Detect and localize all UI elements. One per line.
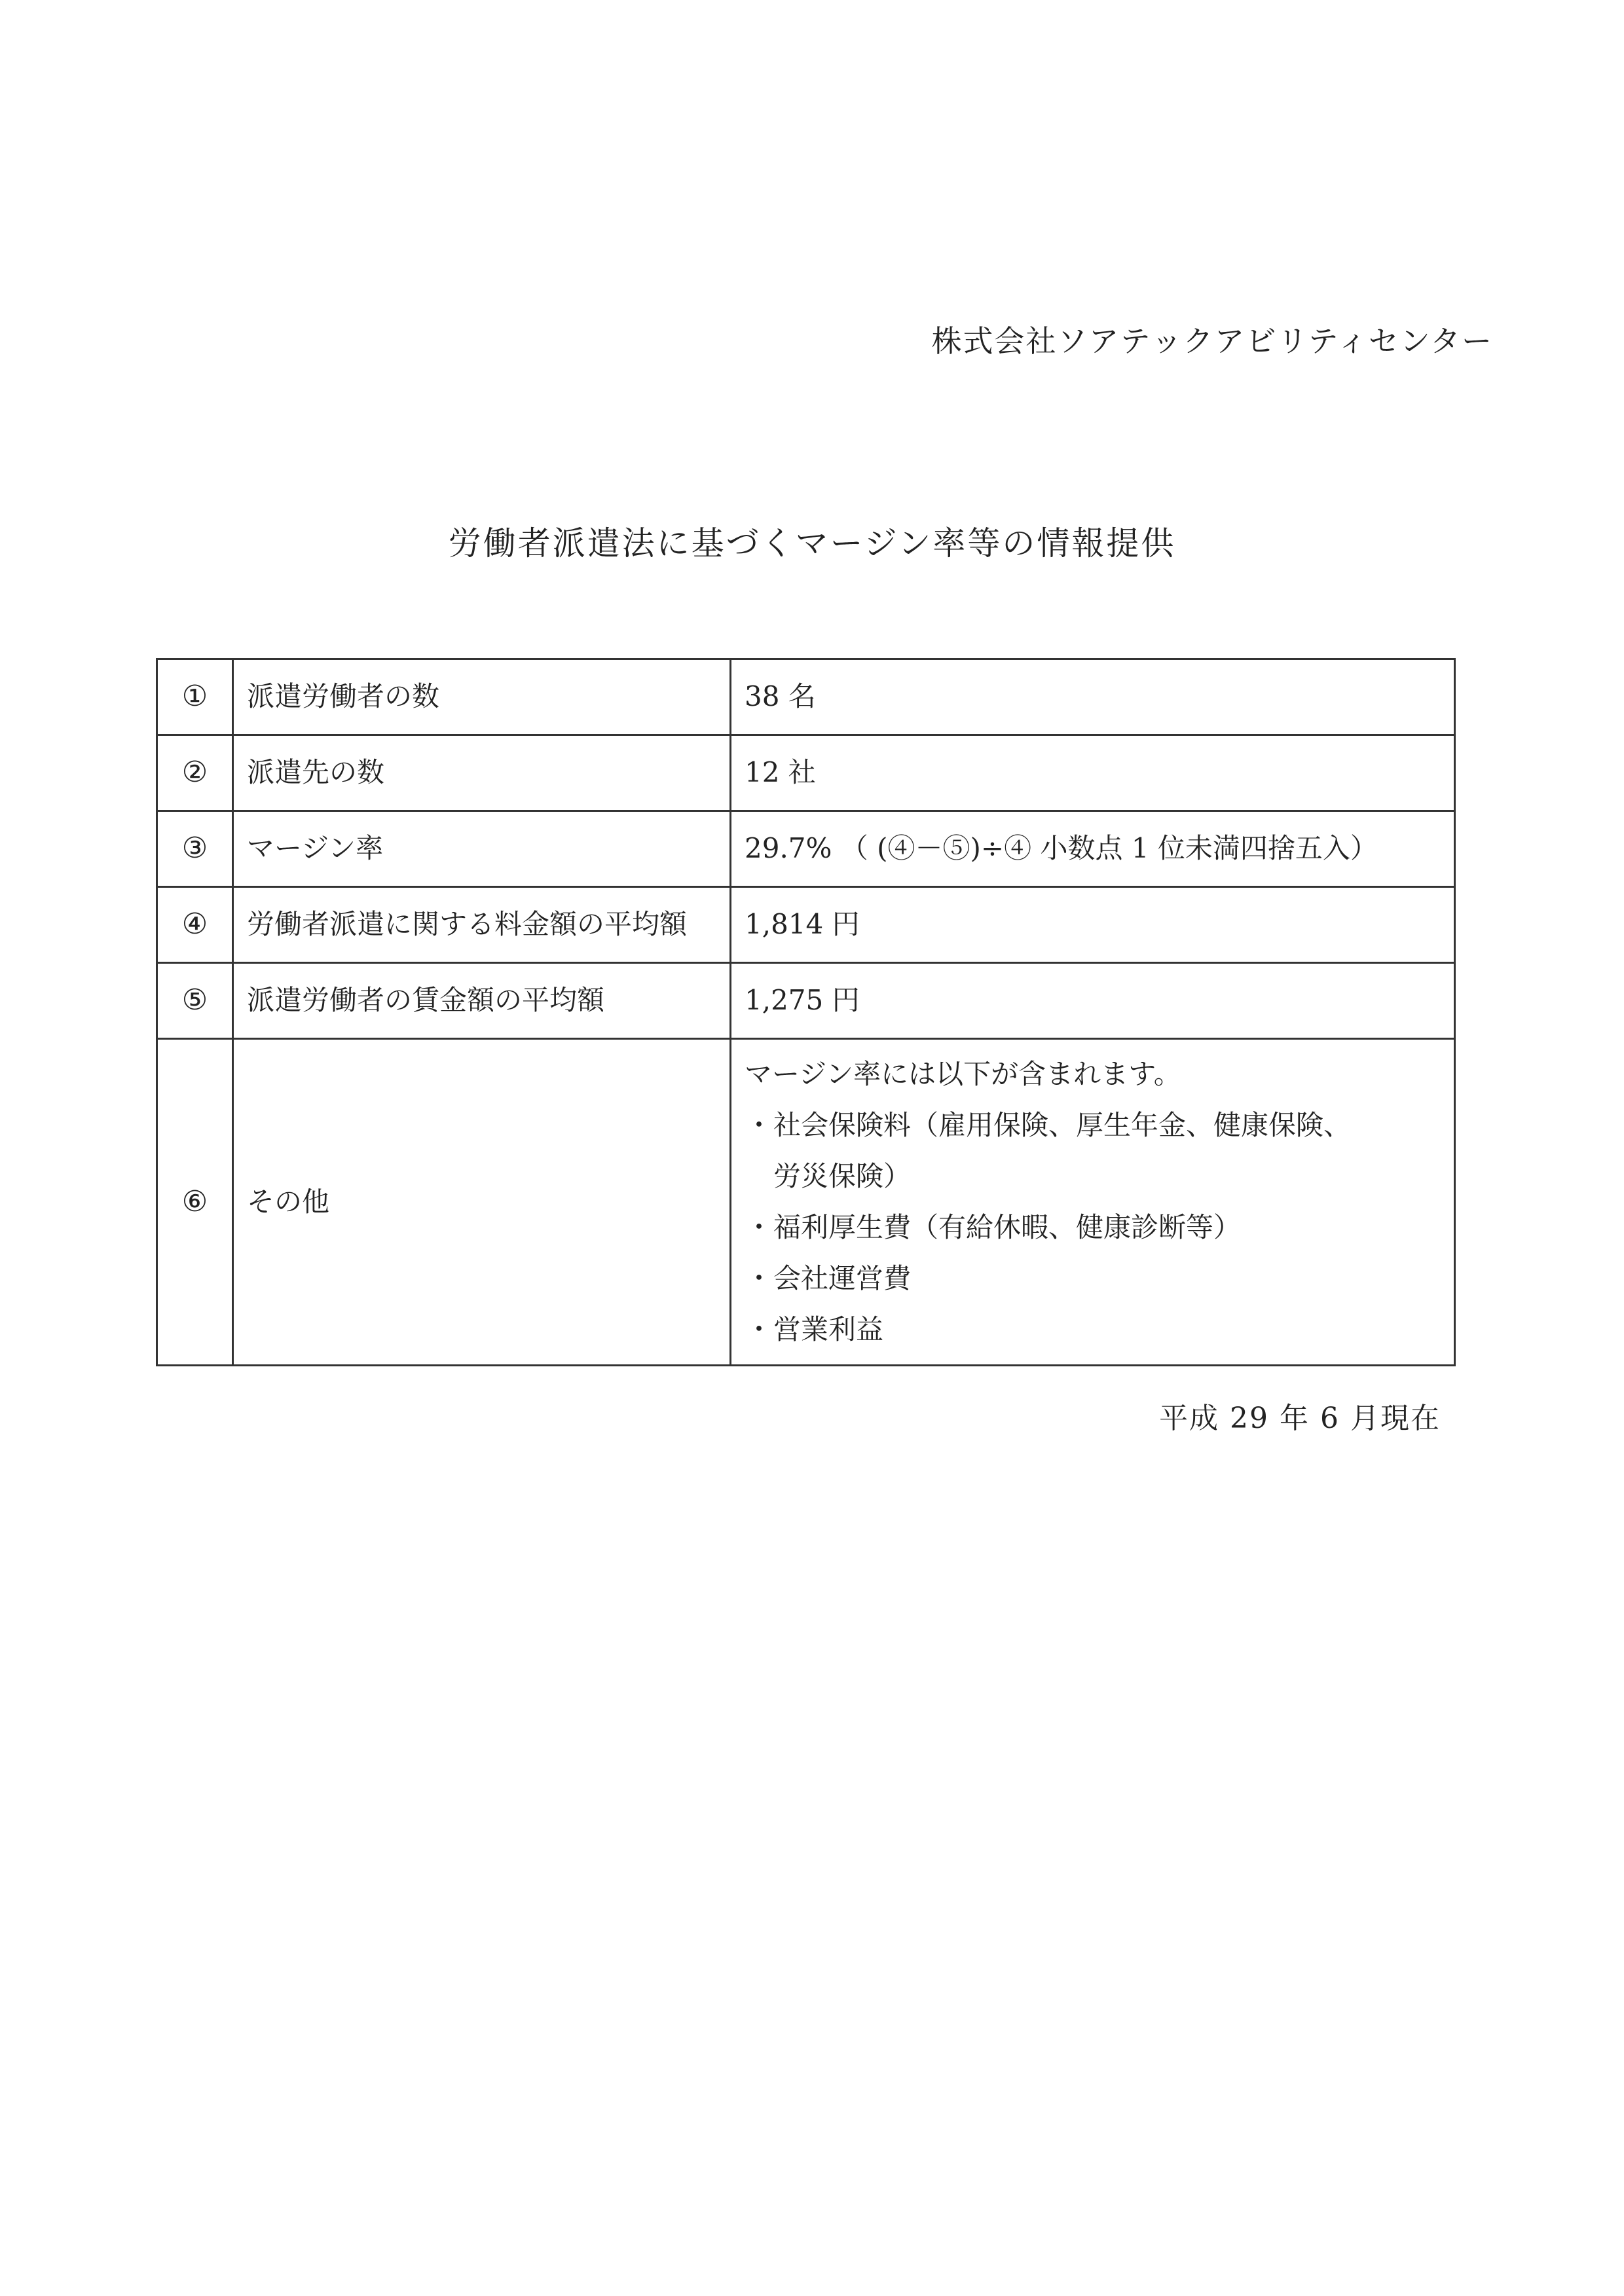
list-item: 労災保険） (773, 1160, 912, 1192)
bullet-icon: ・ (745, 1313, 773, 1345)
row-number: ③ (157, 811, 233, 887)
table-row-average-wage (157, 963, 1455, 1039)
row-label: 派遣先の数 (233, 735, 731, 811)
list-item: ・営業利益 (745, 1304, 1441, 1355)
table-row-dispatched-workers (157, 659, 1455, 735)
row-number: ⑥ (157, 1039, 233, 1366)
other-items-list (745, 1040, 1441, 1364)
row-value: 29.7% （ (④－⑤)÷④ 小数点 1 位未満四捨五入） (731, 811, 1455, 887)
row-value-other (731, 1039, 1455, 1366)
bullet-icon: ・ (745, 1109, 773, 1141)
list-item: ・社会保険料（雇用保険、厚生年金、健康保険、 (745, 1100, 1441, 1151)
row-label: マージン率 (233, 811, 731, 887)
list-item: ・福利厚生費（有給休暇、健康診断等） (745, 1202, 1441, 1253)
row-label: 労働者派遣に関する料金額の平均額 (233, 887, 731, 963)
row-label: 派遣労働者の数 (233, 659, 731, 735)
table-row-average-fee (157, 887, 1455, 963)
row-label: 派遣労働者の賃金額の平均額 (233, 963, 731, 1039)
row-number: ⑤ (157, 963, 233, 1039)
bullet-icon: ・ (745, 1262, 773, 1294)
table-row-other (157, 1039, 1455, 1366)
row-value: 1,814 円 (731, 887, 1455, 963)
bullet-icon: ・ (745, 1211, 773, 1243)
other-intro: マージン率には以下が含まれます。 (745, 1058, 1181, 1090)
row-value: 1,275 円 (731, 963, 1455, 1039)
row-number: ④ (157, 887, 233, 963)
table-row-margin-rate (157, 811, 1455, 887)
margin-info-table (156, 658, 1456, 1366)
row-label: その他 (233, 1039, 731, 1366)
document-title: 労働者派遣法に基づくマージン率等の情報提供 (448, 524, 1176, 562)
as-of-date: 平成 29 年 6 月現在 (1159, 1402, 1441, 1435)
list-item: ・会社運営費 (745, 1253, 1441, 1304)
row-value: 12 社 (731, 735, 1455, 811)
row-value: 38 名 (731, 659, 1455, 735)
company-name: 株式会社ソアテックアビリティセンター (931, 323, 1493, 359)
row-number: ② (157, 735, 233, 811)
row-number: ① (157, 659, 233, 735)
table-row-client-count (157, 735, 1455, 811)
